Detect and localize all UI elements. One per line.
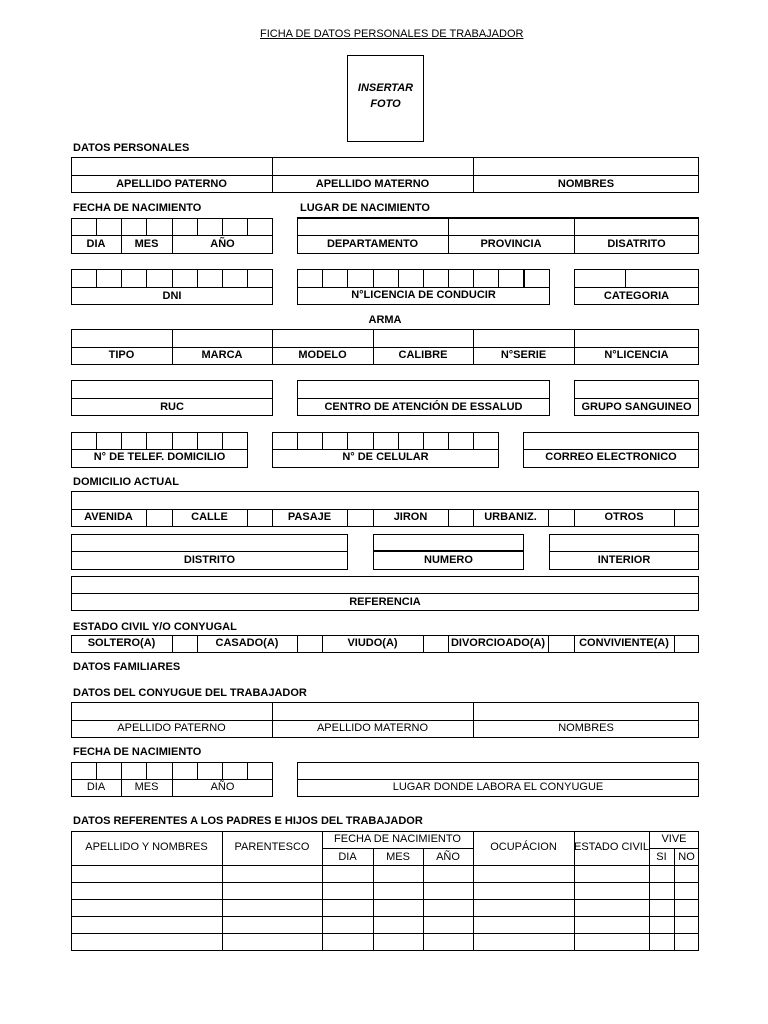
label-conyuge-mes: MES xyxy=(134,781,159,793)
photo-line-1: INSERTAR xyxy=(357,82,414,94)
label-conyuge-materno: APELLIDO MATERNO xyxy=(316,722,429,734)
label-nombres: NOMBRES xyxy=(557,178,615,190)
label-apellido-paterno: APELLIDO PATERNO xyxy=(116,178,227,190)
label-calle: CALLE xyxy=(191,511,228,523)
label-referencia: REFERENCIA xyxy=(349,596,421,608)
label-conyuge-nombres: NOMBRES xyxy=(558,722,614,734)
label-distrito: DISATRITO xyxy=(607,238,666,250)
label-numero: NUMERO xyxy=(424,554,473,566)
label-departamento: DEPARTAMENTO xyxy=(326,238,419,250)
section-datos-personales: DATOS PERSONALES xyxy=(73,142,190,154)
label-conyuge-trabajo: LUGAR DONDE LABORA EL CONYUGUE xyxy=(392,781,604,793)
section-estado-civil: ESTADO CIVIL Y/O CONYUGAL xyxy=(73,621,237,633)
label-dni: DNI xyxy=(162,290,182,302)
label-arma-marca: MARCA xyxy=(201,349,243,361)
label-interior: INTERIOR xyxy=(597,554,651,566)
label-mes: MES xyxy=(134,238,159,250)
label-jiron: JIRON xyxy=(393,511,428,523)
label-distrito-dom: DISTRITO xyxy=(183,554,236,566)
label-arma-licencia: N°LICENCIA xyxy=(604,349,669,361)
label-conviviente: CONVIVIENTE(A) xyxy=(579,637,669,649)
label-categoria: CATEGORIA xyxy=(603,290,670,302)
label-provincia: PROVINCIA xyxy=(480,238,542,250)
section-arma: ARMA xyxy=(368,314,402,326)
col-ocupacion: OCUPÁCION xyxy=(490,841,557,853)
form-title: FICHA DE DATOS PERSONALES DE TRABAJADOR xyxy=(260,28,524,40)
label-anio: AÑO xyxy=(210,238,235,250)
section-fecha-nacimiento: FECHA DE NACIMIENTO xyxy=(73,202,202,214)
label-arma-tipo: TIPO xyxy=(108,349,135,361)
label-viudo: VIUDO(A) xyxy=(347,637,398,649)
col-mes: MES xyxy=(386,851,410,863)
col-vive-si: SI xyxy=(656,851,667,863)
section-conyuge-fecha: FECHA DE NACIMIENTO xyxy=(73,746,202,758)
col-apellido-nombres: APELLIDO Y NOMBRES xyxy=(85,841,208,853)
label-arma-modelo: MODELO xyxy=(298,349,347,361)
col-vive-no: NO xyxy=(678,851,695,863)
label-licencia-conducir: N°LICENCIA DE CONDUCIR xyxy=(351,289,496,301)
label-dia: DIA xyxy=(86,238,106,250)
label-essalud: CENTRO DE ATENCIÓN DE ESSALUD xyxy=(324,401,523,413)
col-vive: VIVE xyxy=(661,833,687,845)
label-telefono-domicilio: N° DE TELEF. DOMICILIO xyxy=(93,451,226,463)
label-grupo-sanguineo: GRUPO SANGUINEO xyxy=(581,401,692,413)
label-celular: N° DE CELULAR xyxy=(342,451,429,463)
section-lugar-nacimiento: LUGAR DE NACIMIENTO xyxy=(300,202,430,214)
section-datos-familiares: DATOS FAMILIARES xyxy=(73,661,181,673)
col-parentesco: PARENTESCO xyxy=(234,841,310,853)
col-estado-civil: ESTADO CIVIL xyxy=(574,841,649,853)
label-soltero: SOLTERO(A) xyxy=(87,637,156,649)
label-avenida: AVENIDA xyxy=(84,511,133,523)
section-conyuge: DATOS DEL CONYUGUE DEL TRABAJADOR xyxy=(73,687,307,699)
photo-line-2: FOTO xyxy=(370,98,401,110)
section-padres-hijos: DATOS REFERENTES A LOS PADRES E HIJOS DEL TRABAJADOR xyxy=(73,815,423,827)
label-apellido-materno: APELLIDO MATERNO xyxy=(315,178,430,190)
label-urbaniz: URBANIZ. xyxy=(484,511,537,523)
section-domicilio: DOMICILIO ACTUAL xyxy=(73,476,179,488)
label-ruc: RUC xyxy=(160,401,184,413)
label-otros: OTROS xyxy=(604,511,644,523)
label-conyuge-paterno: APELLIDO PATERNO xyxy=(117,722,226,734)
col-anio: AÑO xyxy=(436,851,460,863)
col-dia: DIA xyxy=(338,851,357,863)
label-correo: CORREO ELECTRONICO xyxy=(545,451,677,463)
col-fecha-nacimiento: FECHA DE NACIMIENTO xyxy=(334,833,461,845)
label-arma-serie: N°SERIE xyxy=(500,349,547,361)
label-divorciado: DIVORCIOADO(A) xyxy=(450,637,546,649)
label-conyuge-dia: DIA xyxy=(86,781,106,793)
label-conyuge-anio: AÑO xyxy=(210,781,235,793)
label-arma-calibre: CALIBRE xyxy=(398,349,448,361)
label-pasaje: PASAJE xyxy=(287,511,332,523)
label-casado: CASADO(A) xyxy=(215,637,279,649)
